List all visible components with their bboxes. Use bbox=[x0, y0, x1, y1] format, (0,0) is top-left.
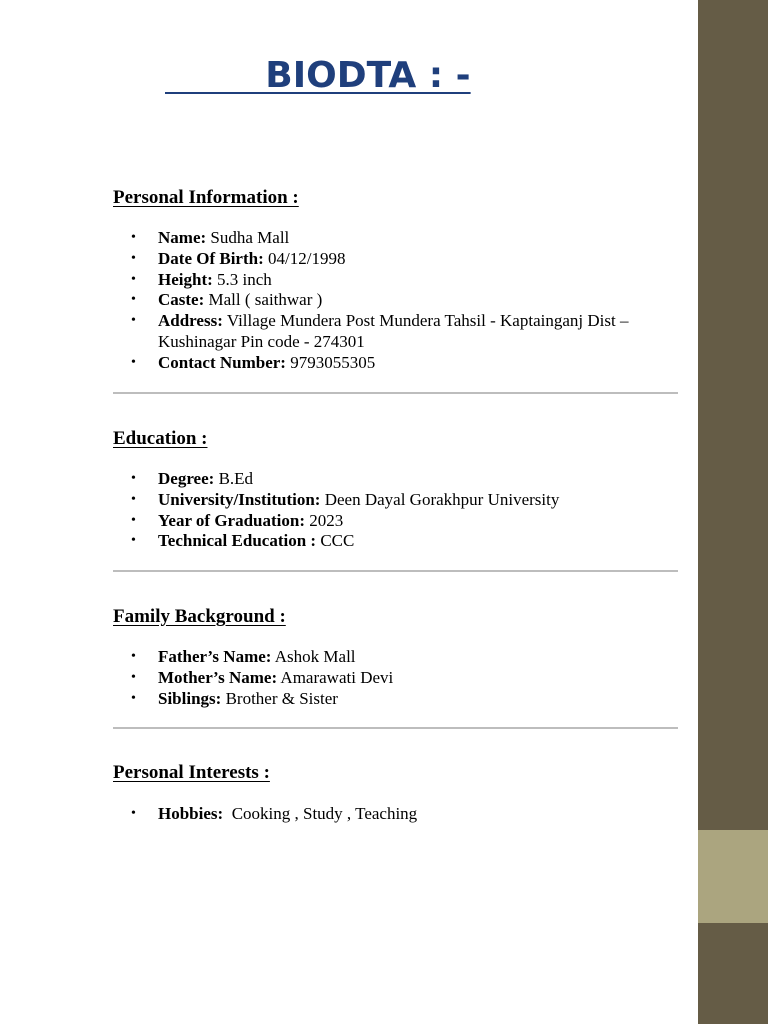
item-label: Contact Number: bbox=[158, 352, 286, 372]
item-label: Siblings: bbox=[158, 688, 222, 708]
item-label: Hobbies: bbox=[158, 804, 224, 823]
section-divider bbox=[113, 727, 678, 729]
list-item-university bbox=[113, 490, 678, 511]
item-label: Degree: bbox=[158, 469, 215, 488]
item-value: 9793055305 bbox=[285, 352, 376, 372]
section-personal-interests bbox=[113, 761, 678, 825]
item-label: University/Institution: bbox=[158, 489, 321, 509]
item-value: 04/12/1998 bbox=[263, 248, 346, 268]
item-value: Ashok Mall bbox=[271, 647, 356, 666]
list-item-degree bbox=[113, 469, 678, 490]
sidebar-decoration-light bbox=[698, 830, 768, 923]
list-item-address bbox=[113, 311, 678, 353]
item-value: Brother & Sister bbox=[221, 688, 338, 708]
item-value: 5.3 inch bbox=[212, 269, 272, 289]
list-item-year-of-graduation bbox=[113, 511, 678, 532]
page-title: BIODTA : - bbox=[165, 55, 471, 96]
item-label: Year of Graduation: bbox=[158, 510, 306, 530]
list-item-name bbox=[113, 228, 678, 249]
item-label: Height: bbox=[158, 269, 213, 289]
item-label: Mother’s Name: bbox=[158, 667, 278, 687]
item-value: 2023 bbox=[305, 510, 344, 530]
list-item-siblings bbox=[113, 689, 678, 710]
list-item-height bbox=[113, 270, 678, 291]
item-label: Father’s Name: bbox=[158, 647, 272, 666]
section-heading: Education : bbox=[113, 428, 208, 449]
section-personal-information bbox=[113, 186, 678, 374]
item-value: Amarawati Devi bbox=[277, 667, 394, 687]
item-value: B.Ed bbox=[214, 469, 254, 488]
section-family-background bbox=[113, 605, 678, 709]
list-item-caste bbox=[113, 290, 678, 311]
section-education bbox=[113, 427, 678, 552]
item-label: Date Of Birth: bbox=[158, 248, 264, 268]
section-divider bbox=[113, 392, 678, 394]
list-item-technical-education bbox=[113, 531, 678, 552]
section-heading: Personal Interests : bbox=[113, 762, 270, 783]
item-value: Cooking , Study , Teaching bbox=[223, 804, 418, 823]
list-item-fathers-name bbox=[113, 647, 678, 668]
item-value: CCC bbox=[316, 531, 355, 551]
personal-info-list bbox=[113, 228, 678, 374]
list-item-mothers-name bbox=[113, 668, 678, 689]
item-label: Name: bbox=[158, 228, 207, 247]
item-value: Sudha Mall bbox=[206, 228, 290, 247]
item-value: Mall ( saithwar ) bbox=[204, 290, 323, 310]
list-item-hobbies bbox=[113, 804, 678, 825]
interests-list bbox=[113, 804, 678, 825]
list-item-contact-number bbox=[113, 353, 678, 374]
item-label: Caste: bbox=[158, 290, 205, 310]
section-heading: Personal Information : bbox=[113, 187, 299, 208]
list-item-date-of-birth bbox=[113, 249, 678, 270]
family-list bbox=[113, 647, 678, 709]
section-heading: Family Background : bbox=[113, 606, 286, 627]
education-list bbox=[113, 469, 678, 552]
item-value: Village Mundera Post Mundera Tahsil - Kaptainganj Dist – Kushinagar Pin code - 274301 bbox=[158, 311, 629, 351]
item-value: Deen Dayal Gorakhpur University bbox=[320, 489, 560, 509]
item-label: Technical Education : bbox=[158, 531, 317, 551]
section-divider bbox=[113, 570, 678, 572]
item-label: Address: bbox=[158, 311, 223, 331]
